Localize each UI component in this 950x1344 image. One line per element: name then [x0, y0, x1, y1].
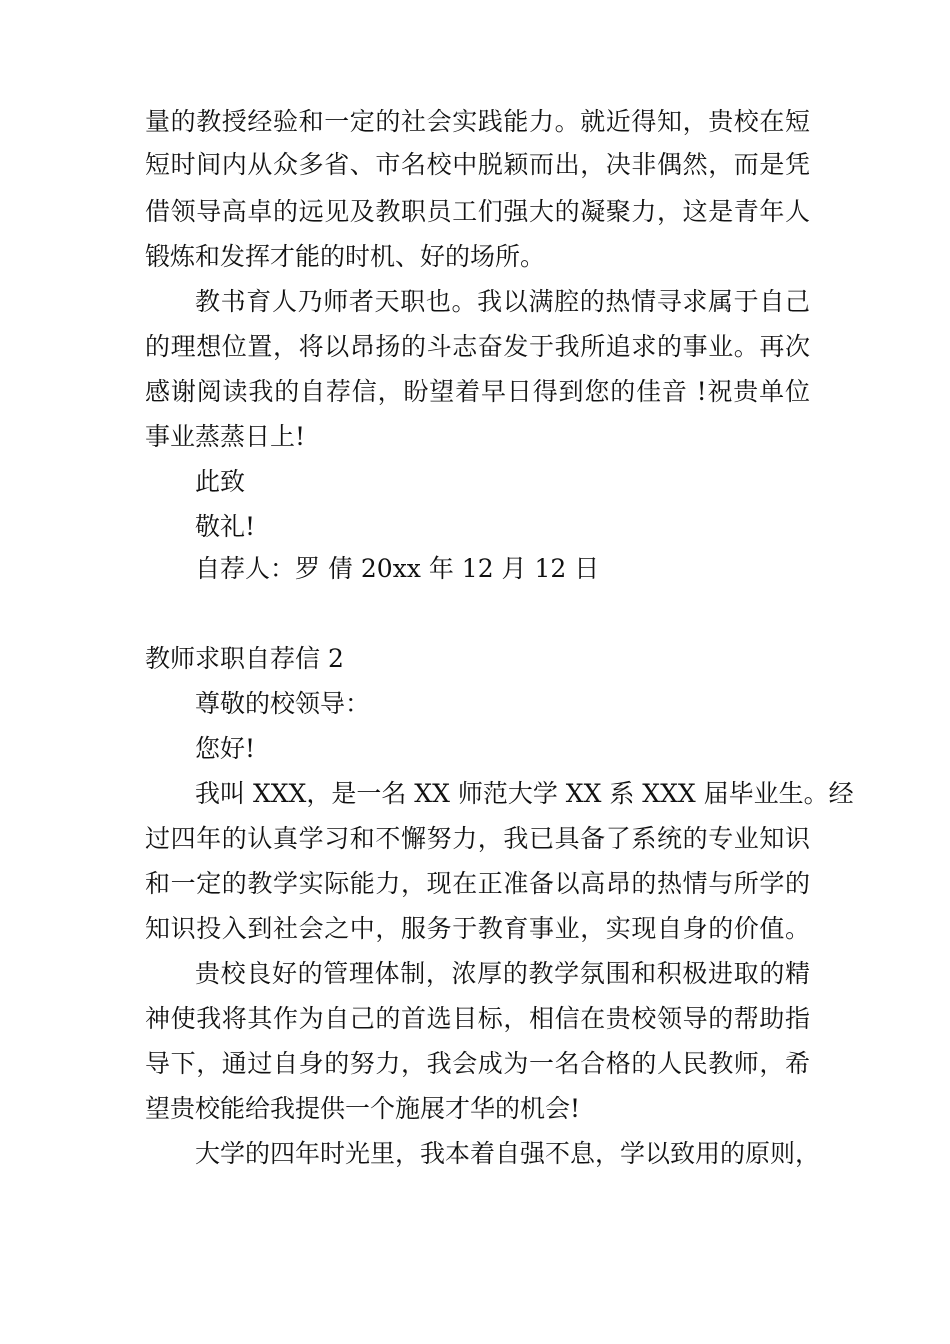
letter1-p2-line-1: 教书育人乃师者天职也。我以满腔的热情寻求属于自己	[195, 287, 810, 316]
letter2-salutation: 尊敬的校领导：	[195, 689, 371, 718]
letter2-p1-line-3: 和一定的教学实际能力，现在正准备以高昂的热情与所学的	[145, 869, 810, 898]
letter1-line-1: 量的教授经验和一定的社会实践能力。就近得知，贵校在短	[145, 107, 810, 136]
letter1-salute: 敬礼!	[195, 512, 256, 541]
letter2-p2-line-4: 望贵校能给我提供一个施展才华的机会!	[145, 1094, 581, 1123]
letter1-p2-line-2: 的理想位置，将以昂扬的斗志奋发于我所追求的事业。再次	[145, 332, 810, 361]
letter1-line-3: 借领导高卓的远见及教职员工们强大的凝聚力，这是青年人	[145, 197, 810, 226]
letter1-p2-line-3: 感谢阅读我的自荐信，盼望着早日得到您的佳音 !祝贵单位	[145, 377, 810, 406]
letter2-p2-line-2: 神使我将其作为自己的首选目标，相信在贵校领导的帮助指	[145, 1004, 810, 1033]
letter1-closing: 此致	[195, 467, 246, 496]
letter2-p2-line-1: 贵校良好的管理体制，浓厚的教学氛围和积极进取的精	[195, 959, 810, 988]
letter2-p1-line-4: 知识投入到社会之中，服务于教育事业，实现自身的价值。	[145, 914, 810, 943]
letter2-greeting: 您好!	[195, 734, 256, 763]
letter1-line-2: 短时间内从众多省、市名校中脱颖而出，决非偶然，而是凭	[145, 150, 810, 179]
letter2-title: 教师求职自荐信 2	[145, 644, 344, 673]
letter1-line-4: 锻炼和发挥才能的时机、好的场所。	[145, 242, 546, 271]
letter2-p3-line-1: 大学的四年时光里，我本着自强不息，学以致用的原则，	[195, 1139, 821, 1168]
letter2-p2-line-3: 导下，通过自身的努力，我会成为一名合格的人民教师，希	[145, 1049, 810, 1078]
letter1-p2-line-4: 事业蒸蒸日上!	[145, 422, 306, 451]
letter1-signature: 自荐人：罗 倩 20xx 年 12 月 12 日	[195, 554, 600, 583]
letter2-p1-line-1: 我叫 XXX，是一名 XX 师范大学 XX 系 XXX 届毕业生。经	[195, 779, 854, 808]
letter2-p1-line-2: 过四年的认真学习和不懈努力，我已具备了系统的专业知识	[145, 824, 810, 853]
